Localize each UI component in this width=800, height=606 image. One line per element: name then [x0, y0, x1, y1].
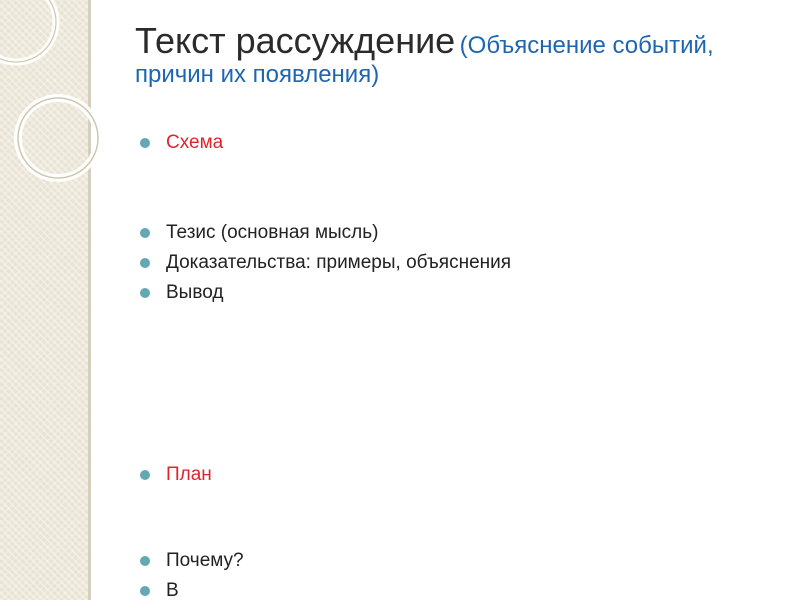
bullet-text: Вывод — [166, 282, 224, 303]
slide-title — [135, 20, 755, 89]
bullet-text: Тезис (основная мысль) — [166, 222, 379, 243]
bullet-text: Почему? — [166, 550, 244, 571]
bullet-text: Доказательства: примеры, объяснения — [166, 252, 512, 273]
bullet-item-evidence — [138, 248, 758, 278]
bullet-list — [138, 128, 758, 606]
title-subtitle: (Объяснение событий, причин их появления) — [135, 32, 714, 89]
bullet-dot-icon — [140, 470, 150, 480]
bullet-dot-icon — [140, 556, 150, 566]
bullet-dot-icon — [140, 288, 150, 298]
bullet-text: В — [166, 580, 179, 601]
bullet-dot-icon — [140, 258, 150, 268]
bullet-item-cut-off — [138, 576, 758, 606]
title-main: Текст рассуждение — [135, 20, 456, 61]
bullet-text: План — [166, 464, 212, 485]
decorative-rings — [0, 0, 110, 230]
bullet-item-why — [138, 546, 758, 576]
bullet-item-scheme — [138, 128, 758, 158]
bullet-dot-icon — [140, 228, 150, 238]
bullet-item-plan — [138, 460, 758, 490]
bullet-item-conclusion — [138, 278, 758, 308]
bullet-dot-icon — [140, 138, 150, 148]
bullet-item-thesis — [138, 218, 758, 248]
bullet-text: Схема — [166, 132, 224, 153]
bullet-dot-icon — [140, 586, 150, 596]
